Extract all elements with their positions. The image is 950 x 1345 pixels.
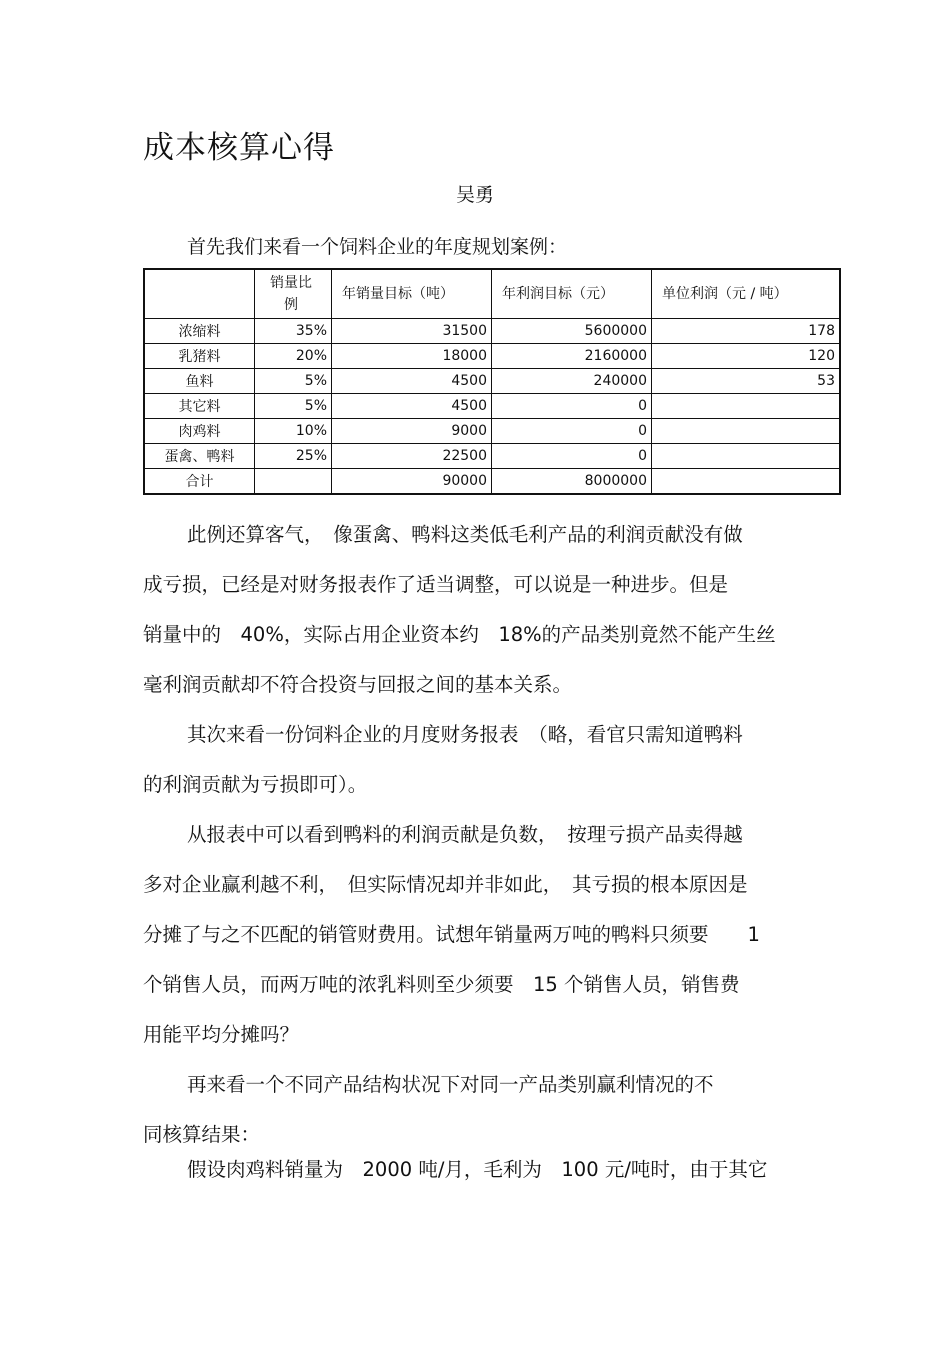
- paragraph-line: [143, 1010, 813, 1060]
- header-sales-ratio: [255, 269, 332, 319]
- table-row: [144, 319, 840, 344]
- paragraph-line: [143, 660, 813, 710]
- row-name-cell: 鱼料: [144, 369, 255, 394]
- table-row: [144, 369, 840, 394]
- paragraph-line-text: 其次来看一份饲料企业的月度财务报表 （略，看官只需知道鸭料: [187, 723, 743, 746]
- paragraph-line-text: 分摊了与之不匹配的销管财费用。试想年销量两万吨的鸭料只须要 1: [143, 923, 760, 946]
- row-volume-cell: 9000: [332, 419, 492, 444]
- row-ratio-cell: 20%: [255, 344, 332, 369]
- row-profit-cell: 0: [492, 444, 652, 469]
- row-profit-cell: 2160000: [492, 344, 652, 369]
- table-header-row: [144, 269, 840, 319]
- paragraph-line-text: 从报表中可以看到鸭料的利润贡献是负数， 按理亏损产品卖得越: [187, 823, 743, 846]
- paragraph-line-text: 同核算结果：: [143, 1123, 261, 1146]
- header-ratio-line2: 例: [284, 297, 298, 313]
- paragraph-line-text: 用能平均分摊吗？: [143, 1023, 300, 1046]
- table-row: [144, 344, 840, 369]
- document-title: 成本核算心得: [143, 130, 335, 166]
- row-name-cell: 合计: [144, 469, 255, 495]
- paragraph-line: [143, 510, 813, 560]
- row-ratio-cell: [255, 469, 332, 495]
- row-unit-profit-cell: 53: [652, 369, 841, 394]
- paragraph-line: [143, 910, 813, 960]
- header-unit-profit: 单位利润（元 / 吨）: [652, 269, 841, 319]
- body-paragraph: [143, 510, 813, 710]
- row-ratio-cell: 10%: [255, 419, 332, 444]
- paragraph-line: [143, 810, 813, 860]
- row-ratio-cell: 35%: [255, 319, 332, 344]
- row-volume-cell: 22500: [332, 444, 492, 469]
- row-name-cell: 乳猪料: [144, 344, 255, 369]
- table-row: [144, 444, 840, 469]
- row-unit-profit-cell: [652, 394, 841, 419]
- row-ratio-cell: 5%: [255, 394, 332, 419]
- row-ratio-cell: 25%: [255, 444, 332, 469]
- table-row: [144, 419, 840, 444]
- row-profit-cell: 5600000: [492, 319, 652, 344]
- paragraph-line-text: 的利润贡献为亏损即可）。: [143, 773, 368, 796]
- row-profit-cell: 0: [492, 419, 652, 444]
- row-name-cell: 蛋禽、鸭料: [144, 444, 255, 469]
- row-name-cell: 其它料: [144, 394, 255, 419]
- row-unit-profit-cell: [652, 419, 841, 444]
- header-ratio-line1: 销量比: [270, 275, 312, 291]
- paragraph-line: [143, 1060, 813, 1110]
- row-unit-profit-cell: 120: [652, 344, 841, 369]
- row-volume-cell: 4500: [332, 394, 492, 419]
- paragraph-line-text: 再来看一个不同产品结构状况下对同一产品类别赢利情况的不: [187, 1073, 714, 1096]
- row-volume-cell: 4500: [332, 369, 492, 394]
- paragraph-line: [143, 760, 813, 810]
- intro-text: 首先我们来看一个饲料企业的年度规划案例：: [187, 236, 568, 258]
- paragraph-line-text: 毫利润贡献却不符合投资与回报之间的基本关系。: [143, 673, 573, 696]
- row-unit-profit-cell: [652, 444, 841, 469]
- row-name-cell: 浓缩料: [144, 319, 255, 344]
- row-name-cell: 肉鸡料: [144, 419, 255, 444]
- author-name: 吴勇: [455, 184, 494, 206]
- annual-plan-table: [143, 268, 841, 495]
- row-profit-cell: 8000000: [492, 469, 652, 495]
- paragraph-line-text: 多对企业赢利越不利， 但实际情况却并非如此， 其亏损的根本原因是: [143, 873, 748, 896]
- row-unit-profit-cell: 178: [652, 319, 841, 344]
- row-unit-profit-cell: [652, 469, 841, 495]
- row-volume-cell: 18000: [332, 344, 492, 369]
- paragraph-line-text: 销量中的 40%，实际占用企业资本约 18%的产品类别竟然不能产生丝: [143, 623, 776, 646]
- body-paragraph: [143, 1145, 813, 1195]
- row-ratio-cell: 5%: [255, 369, 332, 394]
- paragraph-line: [143, 860, 813, 910]
- table-row: [144, 469, 840, 495]
- body-paragraph: [143, 710, 813, 810]
- row-profit-cell: 240000: [492, 369, 652, 394]
- row-volume-cell: 90000: [332, 469, 492, 495]
- table-row: [144, 394, 840, 419]
- paragraph-line-text: 个销售人员，而两万吨的浓乳料则至少须要 15 个销售人员，销售费: [143, 973, 740, 996]
- header-blank: [144, 269, 255, 319]
- body-paragraph: [143, 810, 813, 1060]
- paragraph-line-text: 成亏损，已经是对财务报表作了适当调整，可以说是一种进步。但是: [143, 573, 729, 596]
- row-profit-cell: 0: [492, 394, 652, 419]
- paragraph-line: [143, 960, 813, 1010]
- paragraph-line-text: 假设肉鸡料销量为 2000 吨/月，毛利为 100 元/吨时，由于其它: [187, 1158, 768, 1181]
- paragraph-line: [143, 710, 813, 760]
- paragraph-line-text: 此例还算客气， 像蛋禽、鸭料这类低毛利产品的利润贡献没有做: [187, 523, 743, 546]
- paragraph-line: [143, 610, 813, 660]
- header-volume: 年销量目标（吨）: [332, 269, 492, 319]
- paragraph-line: [143, 560, 813, 610]
- row-volume-cell: 31500: [332, 319, 492, 344]
- header-profit: 年利润目标（元）: [492, 269, 652, 319]
- paragraph-line: [143, 1145, 813, 1195]
